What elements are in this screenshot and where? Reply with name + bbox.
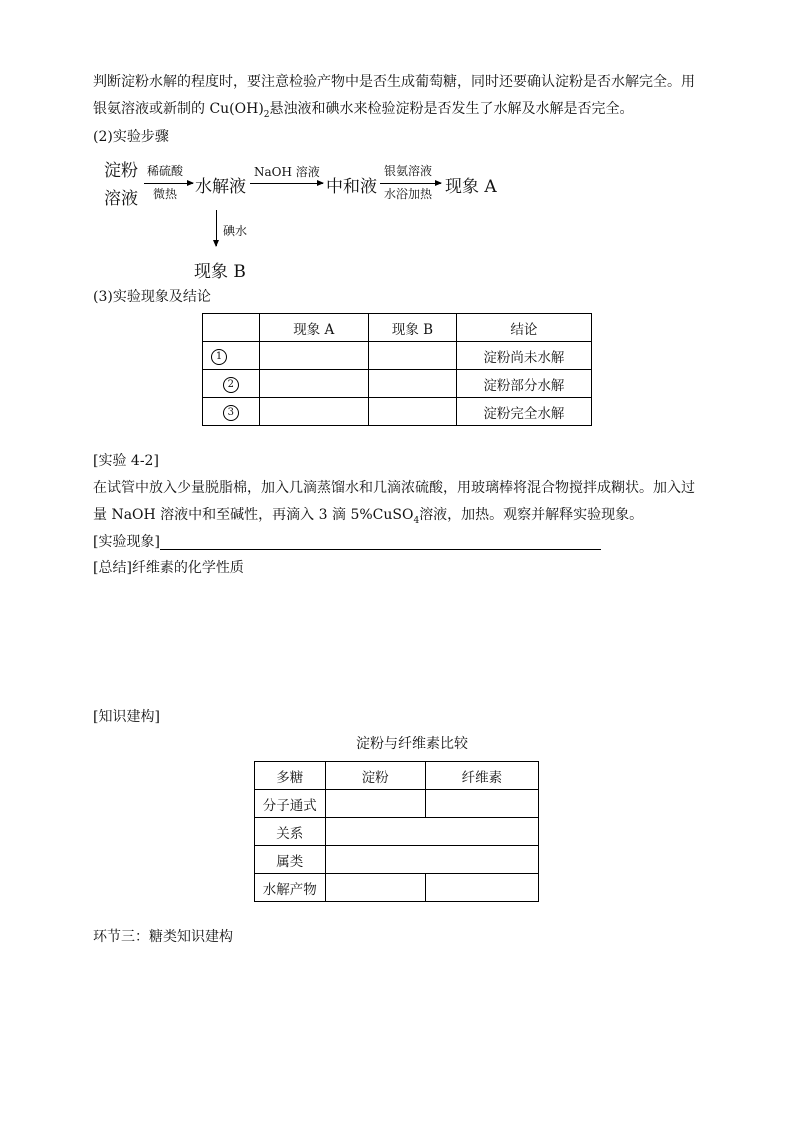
table-row [255, 790, 539, 818]
summary-label: [总结]纤维素的化学性质 [93, 560, 244, 576]
row-label: 分子通式 [255, 790, 326, 818]
table-header: 淀粉 [325, 762, 425, 790]
table-header-row [203, 314, 592, 342]
table-row [203, 370, 592, 398]
comparison-table [254, 761, 539, 902]
table-header [203, 314, 260, 342]
arrow-down [216, 210, 217, 246]
experiment-line-2: 量 NaOH 溶液中和至碱性，再滴入 3 滴 5%CuSO$_4$溶液，加热。观察并解释实验现象。 [93, 507, 644, 526]
row-number: 1 [203, 342, 260, 370]
flow-node-phenomenon-a: 现象 A [445, 177, 497, 197]
table-header-row [255, 762, 539, 790]
table-cell [325, 790, 425, 818]
table-cell: 淀粉部分水解 [456, 370, 591, 398]
arrow-3 [380, 183, 441, 184]
observation-table [202, 313, 592, 426]
comparison-table-title: 淀粉与纤维素比较 [356, 736, 468, 752]
flow-node-phenomenon-b: 现象 B [194, 262, 246, 282]
observation-label: [实验现象] [93, 534, 160, 550]
table-cell: 淀粉完全水解 [456, 398, 591, 426]
table-cell [259, 370, 369, 398]
answer-blank-line [160, 549, 601, 550]
intro-line-1: 判断淀粉水解的程度时，要注意检验产物中是否生成葡萄糖，同时还要确认淀粉是否水解完全。用 [93, 74, 695, 90]
arrow-1 [144, 183, 193, 184]
table-header: 纤维素 [425, 762, 538, 790]
table-cell [369, 370, 457, 398]
table-cell [369, 398, 457, 426]
table-header: 现象 B [369, 314, 457, 342]
table-row [203, 342, 592, 370]
table-cell [425, 790, 538, 818]
table-cell [425, 874, 538, 902]
table-row [255, 818, 539, 846]
arrow-2 [250, 183, 323, 184]
experiment-line-1: 在试管中放入少量脱脂棉，加入几滴蒸馏水和几滴浓硫酸，用玻璃棒将混合物搅拌成糊状。加入过 [93, 480, 695, 496]
steps-heading: (2)实验步骤 [93, 129, 169, 145]
arrow1-top-label: 稀硫酸 [147, 164, 184, 178]
arrow3-top-label: 银氨溶液 [384, 164, 433, 178]
table-header: 现象 A [259, 314, 369, 342]
row-label: 属类 [255, 846, 326, 874]
flow-start-line-1: 淀粉 [104, 161, 138, 181]
table-cell [369, 342, 457, 370]
table-cell [325, 846, 538, 874]
table-cell [259, 342, 369, 370]
row-number: 2 [203, 370, 260, 398]
table-cell [325, 818, 538, 846]
arrow1-bottom-label: 微热 [153, 187, 178, 201]
flow-start-line-2: 溶液 [104, 189, 138, 209]
intro-line-2: 银氨溶液或新制的 $Cu(OH)_2$悬浊液和碘水来检验淀粉是否发生了水解及水解是否完全。 [93, 101, 634, 120]
flow-node-neutralized: 中和液 [326, 177, 377, 197]
table-header: 多糖 [255, 762, 326, 790]
table-row [255, 846, 539, 874]
flow-node-hydrolysate: 水解液 [195, 177, 246, 197]
table-cell: 淀粉尚未水解 [456, 342, 591, 370]
arrow2-top-label: NaOH 溶液 [254, 165, 320, 179]
row-label: 水解产物 [255, 874, 326, 902]
table-row [203, 398, 592, 426]
section-3-heading: 环节三：糖类知识建构 [93, 929, 233, 945]
row-number: 3 [203, 398, 260, 426]
experiment-label: [实验 4-2] [93, 453, 159, 469]
down-arrow-label: 碘水 [223, 224, 248, 238]
table-header: 结论 [456, 314, 591, 342]
arrow3-bottom-label: 水浴加热 [384, 187, 433, 201]
observation-heading: (3)实验现象及结论 [93, 289, 211, 305]
knowledge-label: [知识建构] [93, 709, 160, 725]
table-cell [259, 398, 369, 426]
table-row [255, 874, 539, 902]
row-label: 关系 [255, 818, 326, 846]
table-cell [325, 874, 425, 902]
